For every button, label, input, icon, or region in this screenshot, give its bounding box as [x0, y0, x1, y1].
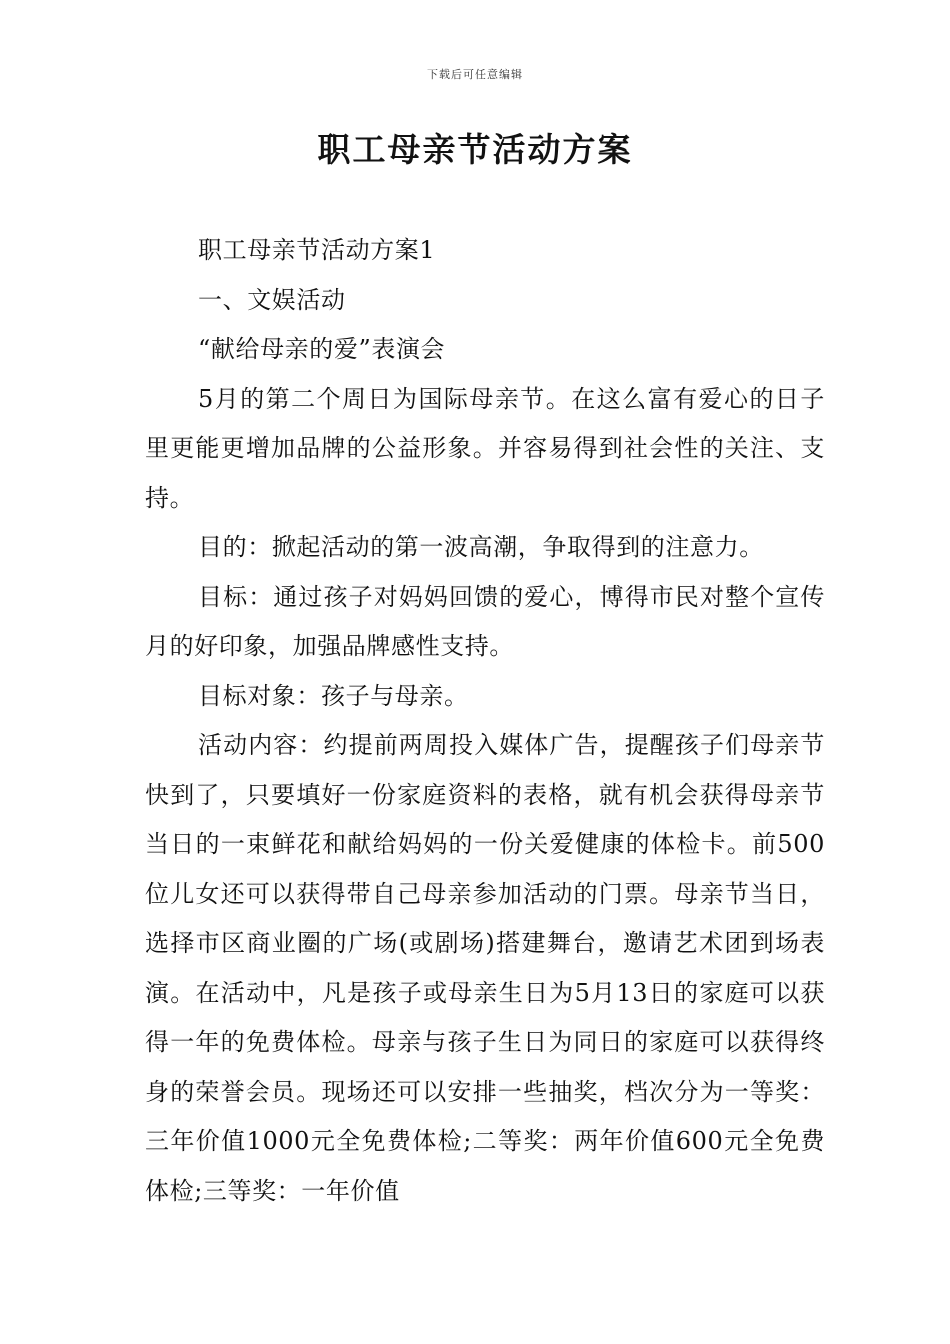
paragraph-purpose: 目的：掀起活动的第一波高潮，争取得到的注意力。: [198, 533, 764, 561]
document-title: 职工母亲节活动方案: [317, 130, 633, 169]
paragraph-event-name: “献给母亲的爱”表演会: [198, 335, 446, 363]
paragraph-subheading: 一、文娱活动: [198, 285, 346, 314]
paragraph-section-heading: 职工母亲节活动方案1: [198, 236, 436, 264]
paragraph-goal: 目标：通过孩子对妈妈回馈的爱心，博得市民对整个宣传月的好印象，加强品牌感性支持。: [145, 582, 825, 660]
paragraph-activity-content: 活动内容：约提前两周投入媒体广告，提醒孩子们母亲节快到了，只要填好一份家庭资料的表格，就有机会获得母亲节当日的一束鲜花和献给妈妈的一份关爱健康的体检卡。前500位儿女还可以获得带自己母亲参加活动的门票。母亲节当日，选择市区商业圈的广场(或剧场)搭建舞台，邀请艺术团到场表演。在活动中，凡是孩子或母亲生日为5月13日的家庭可以获得一年的免费体检。母亲与孩子生日为同日的家庭可以获得终身的荣誉会员。现场还可以安排一些抽奖，档次分为一等奖：三年价值1000元全免费体检;二等奖：两年价值600元全免费体检;三等奖：一年价值: [145, 731, 825, 1205]
paragraph-target-audience: 目标对象：孩子与母亲。: [198, 681, 469, 710]
paragraph-intro: 5月的第二个周日为国际母亲节。在这么富有爱心的日子里更能更增加品牌的公益形象。并容易得到社会性的关注、支持。: [145, 384, 825, 512]
document-body: [145, 226, 825, 1216]
header-note: 下载后可任意编辑: [427, 68, 523, 81]
